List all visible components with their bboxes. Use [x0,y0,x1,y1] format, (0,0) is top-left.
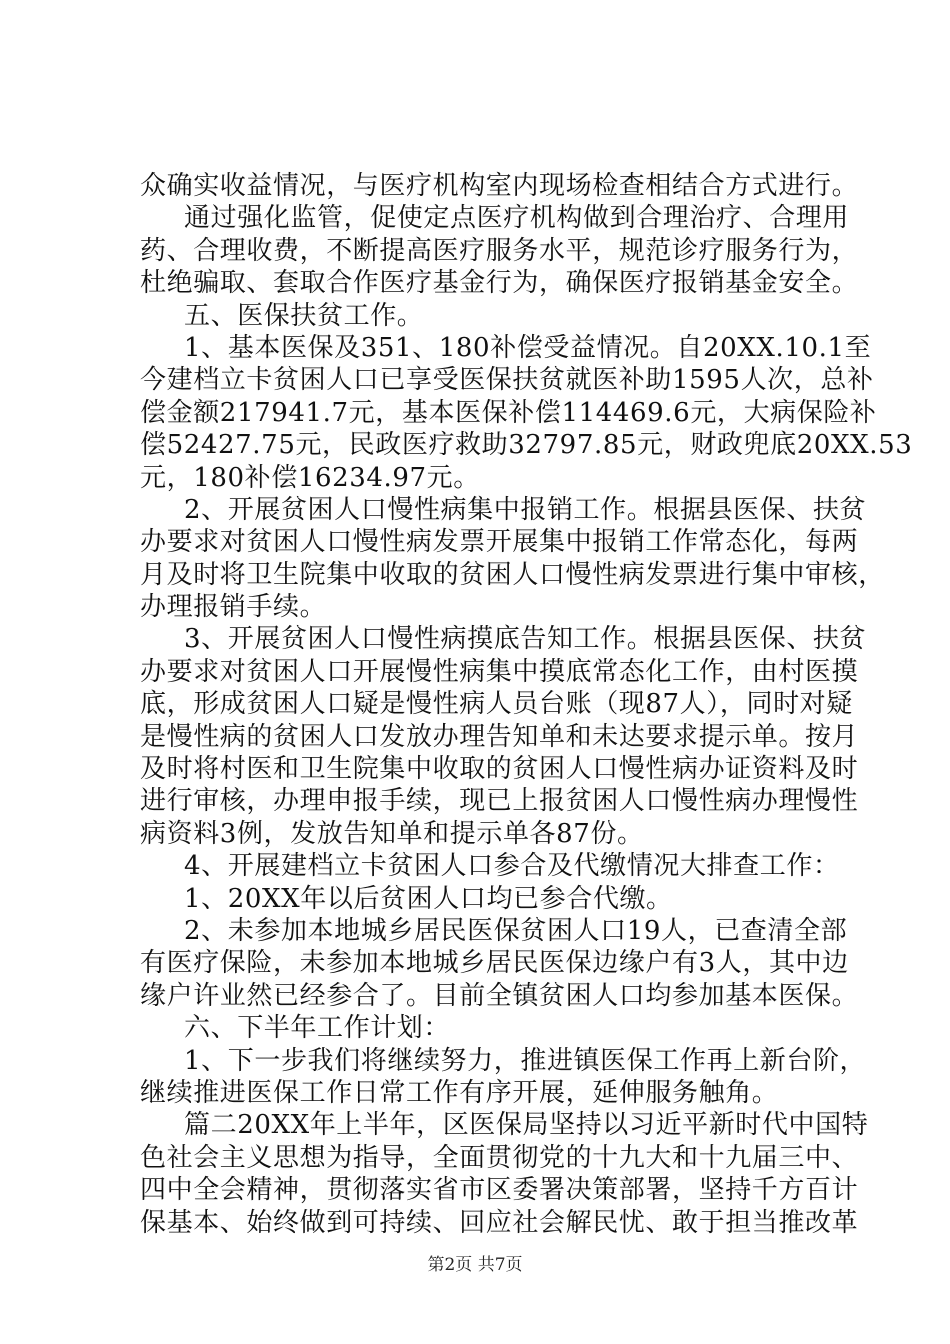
text-line: 底，形成贫困人口疑是慢性病人员台账（现87人），同时对疑 [140,689,853,720]
text-line: 元，180补偿16234.97元。 [140,462,480,493]
text-line: 4、开展建档立卡贫困人口参合及代缴情况大排查工作： [184,851,840,882]
page-number-footer: 第2页 共7页 [427,1255,523,1275]
text-line: 病资料3例，发放告知单和提示单各87份。 [140,818,644,849]
text-line: 缘户许业然已经参合了。目前全镇贫困人口均参加基本医保。 [140,980,859,1011]
section-heading: 六、下半年工作计划： [184,1013,451,1044]
text-line: 月及时将卫生院集中收取的贫困人口慢性病发票进行集中审核， [140,559,885,590]
text-line: 办要求对贫困人口慢性病发票开展集中报销工作常态化，每两 [140,527,859,558]
text-line: 偿金额217941.7元，基本医保补偿114469.6元，大病保险补 [140,397,877,428]
text-line: 色社会主义思想为指导，全面贯彻党的十九大和十九届三中、 [140,1142,859,1173]
text-line: 办理报销手续。 [140,592,327,623]
text-line: 四中全会精神，贯彻落实省市区委署决策部署，坚持千方百计 [140,1175,859,1206]
text-line: 及时将村医和卫生院集中收取的贫困人口慢性病办证资料及时 [140,754,859,785]
text-line: 继续推进医保工作日常工作有序开展，延伸服务触角。 [140,1077,779,1108]
text-line: 1、20XX年以后贫困人口均已参合代缴。 [184,883,673,914]
text-line: 有医疗保险，未参加本地城乡居民医保边缘户有3人，其中边 [140,948,849,979]
text-line: 今建档立卡贫困人口已享受医保扶贫就医补助1595人次，总补 [140,365,874,396]
text-line: 药、合理收费，不断提高医疗服务水平，规范诊疗服务行为， [140,235,859,266]
section-heading: 五、医保扶贫工作。 [184,300,424,331]
text-line: 1、下一步我们将继续努力，推进镇医保工作再上新台阶， [184,1045,867,1076]
text-line: 通过强化监管，促使定点医疗机构做到合理治疗、合理用 [184,203,850,234]
text-line: 保基本、始终做到可持续、回应社会解民忧、敢于担当推改革 [140,1207,859,1238]
text-line: 是慢性病的贫困人口发放办理告知单和未达要求提示单。按月 [140,721,859,752]
text-line: 办要求对贫困人口开展慢性病集中摸底常态化工作，由村医摸 [140,656,859,687]
text-line: 3、开展贫困人口慢性病摸底告知工作。根据县医保、扶贫 [184,624,867,655]
text-line: 1、基本医保及351、180补偿受益情况。自20XX.10.1至 [184,332,872,363]
text-line: 众确实收益情况，与医疗机构室内现场检查相结合方式进行。 [140,171,859,201]
text-line: 篇二20XX年上半年，区医保局坚持以习近平新时代中国特 [184,1110,869,1141]
text-line: 偿52427.75元，民政医疗救助32797.85元，财政兜底20XX.53 [140,430,913,461]
text-line: 2、开展贫困人口慢性病集中报销工作。根据县医保、扶贫 [184,494,867,525]
text-line: 2、未参加本地城乡居民医保贫困人口19人，已查清全部 [184,915,848,946]
text-line: 进行审核，办理申报手续，现已上报贫困人口慢性病办理慢性 [140,786,859,817]
document-body [140,170,913,1239]
text-line: 杜绝骗取、套取合作医疗基金行为，确保医疗报销基金安全。 [140,268,859,299]
